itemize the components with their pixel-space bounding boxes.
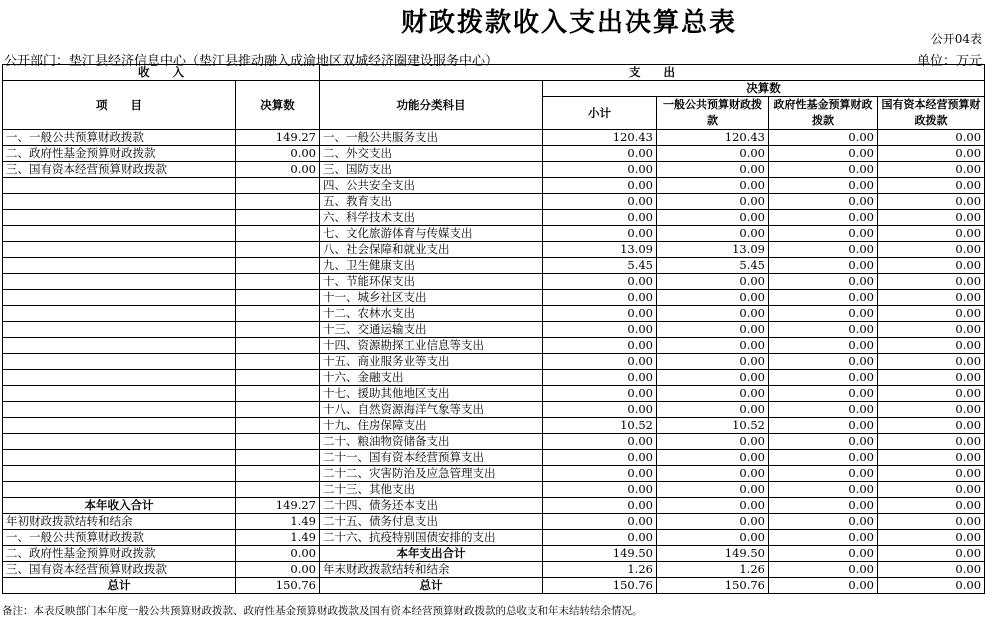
gov-fund-cell: 0.00 bbox=[769, 178, 878, 194]
income-item-cell: 总计 bbox=[3, 578, 236, 594]
expense-item-cell: 十、节能环保支出 bbox=[320, 274, 543, 290]
income-amount-cell bbox=[236, 306, 320, 322]
final-accounts-table bbox=[2, 64, 985, 594]
income-amount-cell bbox=[236, 210, 320, 226]
income-amount-cell: 149.27 bbox=[236, 130, 320, 146]
income-amount-cell bbox=[236, 418, 320, 434]
income-item-cell bbox=[3, 370, 236, 386]
table-row bbox=[3, 434, 985, 450]
table-row bbox=[3, 450, 985, 466]
income-item-cell bbox=[3, 386, 236, 402]
gov-fund-cell: 0.00 bbox=[769, 194, 878, 210]
table-row bbox=[3, 370, 985, 386]
subtotal-cell: 0.00 bbox=[543, 370, 657, 386]
income-item-cell bbox=[3, 418, 236, 434]
table-body bbox=[3, 130, 985, 594]
general-budget-cell: 0.00 bbox=[657, 306, 769, 322]
state-capital-cell: 0.00 bbox=[878, 338, 985, 354]
state-capital-cell: 0.00 bbox=[878, 530, 985, 546]
subtotal-cell: 10.52 bbox=[543, 418, 657, 434]
state-capital-cell: 0.00 bbox=[878, 386, 985, 402]
general-budget-cell: 0.00 bbox=[657, 370, 769, 386]
income-amount-cell bbox=[236, 178, 320, 194]
general-budget-cell: 0.00 bbox=[657, 274, 769, 290]
gov-fund-cell: 0.00 bbox=[769, 258, 878, 274]
gov-fund-cell: 0.00 bbox=[769, 402, 878, 418]
state-capital-cell: 0.00 bbox=[878, 306, 985, 322]
income-item-cell bbox=[3, 306, 236, 322]
income-item-cell: 二、政府性基金预算财政拨款 bbox=[3, 546, 236, 562]
gov-fund-cell: 0.00 bbox=[769, 466, 878, 482]
item-header: 项 目 bbox=[3, 81, 236, 130]
expense-item-cell: 五、教育支出 bbox=[320, 194, 543, 210]
gov-fund-cell: 0.00 bbox=[769, 338, 878, 354]
general-budget-cell: 0.00 bbox=[657, 210, 769, 226]
table-row bbox=[3, 514, 985, 530]
subtotal-cell: 0.00 bbox=[543, 178, 657, 194]
state-capital-cell: 0.00 bbox=[878, 402, 985, 418]
income-amount-cell: 1.49 bbox=[236, 514, 320, 530]
income-header: 收 入 bbox=[3, 65, 320, 81]
subtotal-cell: 0.00 bbox=[543, 514, 657, 530]
expense-item-cell: 十四、资源勘探工业信息等支出 bbox=[320, 338, 543, 354]
general-budget-cell: 149.50 bbox=[657, 546, 769, 562]
gov-fund-cell: 0.00 bbox=[769, 514, 878, 530]
expense-item-cell: 一、一般公共服务支出 bbox=[320, 130, 543, 146]
table-row bbox=[3, 258, 985, 274]
state-capital-cell: 0.00 bbox=[878, 482, 985, 498]
income-item-cell: 一、一般公共预算财政拨款 bbox=[3, 530, 236, 546]
state-capital-cell: 0.00 bbox=[878, 290, 985, 306]
subtotal-cell: 0.00 bbox=[543, 290, 657, 306]
income-item-cell bbox=[3, 322, 236, 338]
income-item-cell bbox=[3, 290, 236, 306]
income-amount-cell bbox=[236, 258, 320, 274]
state-capital-cell: 0.00 bbox=[878, 562, 985, 578]
subtotal-cell: 0.00 bbox=[543, 274, 657, 290]
state-capital-cell: 0.00 bbox=[878, 274, 985, 290]
table-row bbox=[3, 530, 985, 546]
expense-item-cell: 二十五、债务付息支出 bbox=[320, 514, 543, 530]
table-row bbox=[3, 418, 985, 434]
gov-fund-cell: 0.00 bbox=[769, 210, 878, 226]
table-row bbox=[3, 178, 985, 194]
income-item-cell: 二、政府性基金预算财政拨款 bbox=[3, 146, 236, 162]
table-row bbox=[3, 338, 985, 354]
state-capital-cell: 0.00 bbox=[878, 434, 985, 450]
table-row bbox=[3, 322, 985, 338]
general-budget-cell: 0.00 bbox=[657, 178, 769, 194]
state-capital-cell: 0.00 bbox=[878, 578, 985, 594]
unit-label: 单位：万元 bbox=[916, 54, 982, 69]
expense-item-cell: 七、文化旅游体育与传媒支出 bbox=[320, 226, 543, 242]
table-row bbox=[3, 562, 985, 578]
subtotal-cell: 0.00 bbox=[543, 386, 657, 402]
general-budget-cell: 0.00 bbox=[657, 322, 769, 338]
expense-item-cell: 八、社会保障和就业支出 bbox=[320, 242, 543, 258]
general-budget-cell: 150.76 bbox=[657, 578, 769, 594]
subtotal-cell: 0.00 bbox=[543, 226, 657, 242]
subtotal-cell: 5.45 bbox=[543, 258, 657, 274]
expense-item-cell: 二十四、债务还本支出 bbox=[320, 498, 543, 514]
subtotal-cell: 150.76 bbox=[543, 578, 657, 594]
state-capital-cell: 0.00 bbox=[878, 418, 985, 434]
expense-item-cell: 十六、金融支出 bbox=[320, 370, 543, 386]
income-amount-cell bbox=[236, 242, 320, 258]
general-budget-cell: 0.00 bbox=[657, 194, 769, 210]
gov-fund-cell: 0.00 bbox=[769, 354, 878, 370]
income-item-cell bbox=[3, 466, 236, 482]
general-budget-cell: 0.00 bbox=[657, 162, 769, 178]
state-capital-cell: 0.00 bbox=[878, 210, 985, 226]
income-amount-cell bbox=[236, 226, 320, 242]
gov-fund-cell: 0.00 bbox=[769, 418, 878, 434]
general-budget-cell: 1.26 bbox=[657, 562, 769, 578]
gov-fund-cell: 0.00 bbox=[769, 306, 878, 322]
general-budget-cell: 0.00 bbox=[657, 514, 769, 530]
state-capital-cell: 0.00 bbox=[878, 466, 985, 482]
income-item-cell: 年初财政拨款结转和结余 bbox=[3, 514, 236, 530]
income-amount-cell bbox=[236, 194, 320, 210]
gov-fund-cell: 0.00 bbox=[769, 386, 878, 402]
general-budget-cell: 13.09 bbox=[657, 242, 769, 258]
gov-fund-header: 政府性基金预算财政拨款 bbox=[769, 97, 878, 130]
general-budget-cell: 0.00 bbox=[657, 146, 769, 162]
table-row bbox=[3, 546, 985, 562]
gov-fund-cell: 0.00 bbox=[769, 578, 878, 594]
general-budget-cell: 0.00 bbox=[657, 482, 769, 498]
table-row bbox=[3, 146, 985, 162]
income-item-cell bbox=[3, 258, 236, 274]
general-budget-cell: 0.00 bbox=[657, 290, 769, 306]
expense-item-cell: 本年支出合计 bbox=[320, 546, 543, 562]
table-row bbox=[3, 130, 985, 146]
income-item-cell: 三、国有资本经营预算财政拨款 bbox=[3, 562, 236, 578]
func-category-header: 功能分类科目 bbox=[320, 81, 543, 130]
general-budget-cell: 0.00 bbox=[657, 226, 769, 242]
subtotal-cell: 0.00 bbox=[543, 354, 657, 370]
general-budget-cell: 0.00 bbox=[657, 498, 769, 514]
income-amount-cell: 0.00 bbox=[236, 562, 320, 578]
table-row bbox=[3, 210, 985, 226]
income-amount-cell: 0.00 bbox=[236, 546, 320, 562]
income-amount-cell bbox=[236, 322, 320, 338]
income-amount-cell bbox=[236, 274, 320, 290]
general-budget-cell: 0.00 bbox=[657, 466, 769, 482]
general-budget-cell: 0.00 bbox=[657, 354, 769, 370]
subtotal-header: 小计 bbox=[543, 97, 657, 130]
subtotal-cell: 0.00 bbox=[543, 402, 657, 418]
gov-fund-cell: 0.00 bbox=[769, 498, 878, 514]
subtotal-cell: 0.00 bbox=[543, 338, 657, 354]
state-capital-cell: 0.00 bbox=[878, 498, 985, 514]
income-amount-cell bbox=[236, 290, 320, 306]
subtotal-cell: 0.00 bbox=[543, 322, 657, 338]
subtotal-cell: 0.00 bbox=[543, 210, 657, 226]
table-row bbox=[3, 242, 985, 258]
income-item-cell bbox=[3, 338, 236, 354]
gov-fund-cell: 0.00 bbox=[769, 322, 878, 338]
income-amount-cell bbox=[236, 434, 320, 450]
expense-item-cell: 二十、粮油物资储备支出 bbox=[320, 434, 543, 450]
income-amount-cell bbox=[236, 402, 320, 418]
subtotal-cell: 0.00 bbox=[543, 530, 657, 546]
subtotal-cell: 0.00 bbox=[543, 194, 657, 210]
state-capital-cell: 0.00 bbox=[878, 322, 985, 338]
table-row bbox=[3, 386, 985, 402]
income-item-cell: 一、一般公共预算财政拨款 bbox=[3, 130, 236, 146]
gov-fund-cell: 0.00 bbox=[769, 450, 878, 466]
table-row bbox=[3, 498, 985, 514]
subtotal-cell: 0.00 bbox=[543, 162, 657, 178]
state-capital-cell: 0.00 bbox=[878, 242, 985, 258]
expense-item-cell: 年末财政拨款结转和结余 bbox=[320, 562, 543, 578]
income-item-cell bbox=[3, 194, 236, 210]
expense-item-cell: 十八、自然资源海洋气象等支出 bbox=[320, 402, 543, 418]
expense-item-cell: 九、卫生健康支出 bbox=[320, 258, 543, 274]
table-row bbox=[3, 306, 985, 322]
expense-item-cell: 六、科学技术支出 bbox=[320, 210, 543, 226]
income-amount-cell: 0.00 bbox=[236, 162, 320, 178]
income-item-cell bbox=[3, 450, 236, 466]
subtotal-cell: 0.00 bbox=[543, 146, 657, 162]
income-amount-cell: 149.27 bbox=[236, 498, 320, 514]
gov-fund-cell: 0.00 bbox=[769, 130, 878, 146]
general-budget-header: 一般公共预算财政拨款 bbox=[657, 97, 769, 130]
state-capital-cell: 0.00 bbox=[878, 514, 985, 530]
gov-fund-cell: 0.00 bbox=[769, 370, 878, 386]
table-row bbox=[3, 354, 985, 370]
general-budget-cell: 120.43 bbox=[657, 130, 769, 146]
state-capital-cell: 0.00 bbox=[878, 450, 985, 466]
subtotal-cell: 0.00 bbox=[543, 306, 657, 322]
expense-item-cell: 二十三、其他支出 bbox=[320, 482, 543, 498]
state-capital-cell: 0.00 bbox=[878, 146, 985, 162]
subtotal-cell: 13.09 bbox=[543, 242, 657, 258]
income-item-cell bbox=[3, 210, 236, 226]
expense-item-cell: 二、外交支出 bbox=[320, 146, 543, 162]
income-item-cell bbox=[3, 178, 236, 194]
table-row bbox=[3, 226, 985, 242]
income-amount-cell: 0.00 bbox=[236, 146, 320, 162]
income-item-cell bbox=[3, 482, 236, 498]
expense-item-cell: 四、公共安全支出 bbox=[320, 178, 543, 194]
income-item-cell bbox=[3, 434, 236, 450]
state-capital-cell: 0.00 bbox=[878, 546, 985, 562]
general-budget-cell: 5.45 bbox=[657, 258, 769, 274]
general-budget-cell: 0.00 bbox=[657, 402, 769, 418]
gov-fund-cell: 0.00 bbox=[769, 530, 878, 546]
table-row bbox=[3, 466, 985, 482]
state-capital-header: 国有资本经营预算财政拨款 bbox=[878, 97, 985, 130]
state-capital-cell: 0.00 bbox=[878, 258, 985, 274]
subtotal-cell: 1.26 bbox=[543, 562, 657, 578]
expense-item-cell: 十九、住房保障支出 bbox=[320, 418, 543, 434]
state-capital-cell: 0.00 bbox=[878, 162, 985, 178]
footnote: 备注：本表反映部门本年度一般公共预算财政拨款、政府性基金预算财政拨款及国有资本经营预算财政拨款的总收支和年末结转结余情况。 bbox=[2, 605, 643, 617]
table-row bbox=[3, 578, 985, 594]
gov-fund-cell: 0.00 bbox=[769, 482, 878, 498]
gov-fund-cell: 0.00 bbox=[769, 274, 878, 290]
income-amount-cell bbox=[236, 482, 320, 498]
table-row bbox=[3, 274, 985, 290]
subtotal-cell: 0.00 bbox=[543, 466, 657, 482]
subtotal-cell: 120.43 bbox=[543, 130, 657, 146]
expense-item-cell: 十二、农林水支出 bbox=[320, 306, 543, 322]
expense-item-cell: 十三、交通运输支出 bbox=[320, 322, 543, 338]
income-amount-cell bbox=[236, 354, 320, 370]
gov-fund-cell: 0.00 bbox=[769, 162, 878, 178]
expense-item-cell: 二十六、抗疫特别国债安排的支出 bbox=[320, 530, 543, 546]
income-item-cell: 三、国有资本经营预算财政拨款 bbox=[3, 162, 236, 178]
gov-fund-cell: 0.00 bbox=[769, 434, 878, 450]
expense-item-cell: 十七、援助其他地区支出 bbox=[320, 386, 543, 402]
expense-item-cell: 十五、商业服务业等支出 bbox=[320, 354, 543, 370]
income-amount-cell: 1.49 bbox=[236, 530, 320, 546]
table-row bbox=[3, 290, 985, 306]
state-capital-cell: 0.00 bbox=[878, 370, 985, 386]
state-capital-cell: 0.00 bbox=[878, 130, 985, 146]
gov-fund-cell: 0.00 bbox=[769, 546, 878, 562]
income-item-cell bbox=[3, 274, 236, 290]
income-item-cell: 本年收入合计 bbox=[3, 498, 236, 514]
expense-item-cell: 二十二、灾害防治及应急管理支出 bbox=[320, 466, 543, 482]
expense-item-cell: 三、国防支出 bbox=[320, 162, 543, 178]
state-capital-cell: 0.00 bbox=[878, 194, 985, 210]
table-code: 公开04表 bbox=[930, 32, 982, 46]
general-budget-cell: 0.00 bbox=[657, 530, 769, 546]
general-budget-cell: 0.00 bbox=[657, 434, 769, 450]
subtotal-cell: 0.00 bbox=[543, 498, 657, 514]
general-budget-cell: 0.00 bbox=[657, 450, 769, 466]
subtotal-cell: 0.00 bbox=[543, 434, 657, 450]
income-item-cell bbox=[3, 226, 236, 242]
table-row bbox=[3, 482, 985, 498]
final-amount-group-header: 决算数 bbox=[543, 81, 985, 97]
state-capital-cell: 0.00 bbox=[878, 178, 985, 194]
table-row bbox=[3, 194, 985, 210]
income-item-cell bbox=[3, 402, 236, 418]
expense-item-cell: 二十一、国有资本经营预算支出 bbox=[320, 450, 543, 466]
subtotal-cell: 0.00 bbox=[543, 450, 657, 466]
general-budget-cell: 0.00 bbox=[657, 338, 769, 354]
expense-header: 支 出 bbox=[320, 65, 985, 81]
income-amount-cell bbox=[236, 338, 320, 354]
income-amount-cell bbox=[236, 466, 320, 482]
department-label: 公开部门：垫江县经济信息中心（垫江县推动融入成渝地区双城经济圈建设服务中心） bbox=[4, 54, 499, 69]
gov-fund-cell: 0.00 bbox=[769, 146, 878, 162]
general-budget-cell: 0.00 bbox=[657, 386, 769, 402]
income-item-cell bbox=[3, 354, 236, 370]
gov-fund-cell: 0.00 bbox=[769, 290, 878, 306]
subtotal-cell: 0.00 bbox=[543, 482, 657, 498]
income-item-cell bbox=[3, 242, 236, 258]
table-row bbox=[3, 162, 985, 178]
income-amount-cell bbox=[236, 450, 320, 466]
gov-fund-cell: 0.00 bbox=[769, 562, 878, 578]
expense-item-cell: 十一、城乡社区支出 bbox=[320, 290, 543, 306]
subtotal-cell: 149.50 bbox=[543, 546, 657, 562]
income-amount-cell bbox=[236, 370, 320, 386]
gov-fund-cell: 0.00 bbox=[769, 226, 878, 242]
income-amount-cell: 150.76 bbox=[236, 578, 320, 594]
table-row bbox=[3, 402, 985, 418]
gov-fund-cell: 0.00 bbox=[769, 242, 878, 258]
expense-item-cell: 总计 bbox=[320, 578, 543, 594]
page-title: 财政拨款收入支出决算总表 bbox=[400, 8, 737, 38]
income-amount-cell bbox=[236, 386, 320, 402]
final-amount-header: 决算数 bbox=[236, 81, 320, 130]
state-capital-cell: 0.00 bbox=[878, 354, 985, 370]
general-budget-cell: 10.52 bbox=[657, 418, 769, 434]
state-capital-cell: 0.00 bbox=[878, 226, 985, 242]
